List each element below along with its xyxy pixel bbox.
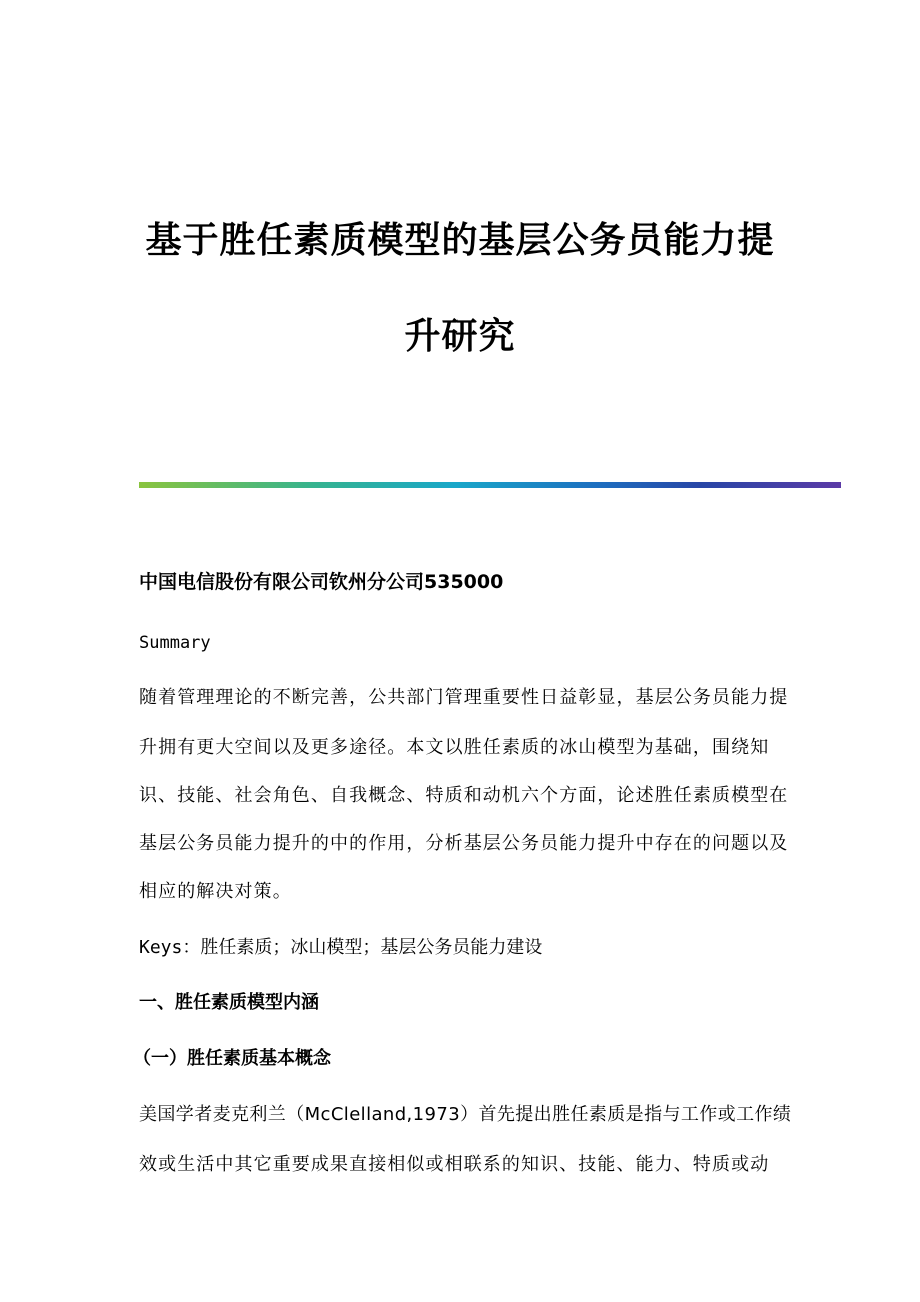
abstract-line: 基层公务员能力提升的中的作用，分析基层公务员能力提升中存在的问题以及 <box>139 833 789 854</box>
body-line: 效或生活中其它重要成果直接相似或相联系的知识、技能、能力、特质或动 <box>139 1154 770 1175</box>
document-title-line-1: 基于胜任素质模型的基层公务员能力提 <box>145 219 775 261</box>
abstract-line: 升拥有更大空间以及更多途径。本文以胜任素质的冰山模型为基础，围绕知 <box>139 737 770 758</box>
document-title-line-2: 升研究 <box>404 315 516 357</box>
gradient-divider <box>139 482 841 488</box>
abstract-line: 相应的解决对策。 <box>139 881 292 902</box>
keywords <box>139 939 542 957</box>
subsection-heading: （一）胜任素质基本概念 <box>133 1048 331 1069</box>
abstract-line: 随着管理理论的不断完善，公共部门管理重要性日益彰显，基层公务员能力提 <box>139 687 789 708</box>
keywords-label: Keys： <box>139 937 201 958</box>
body-line: 美国学者麦克利兰（McClelland,1973）首先提出胜任素质是指与工作或工作绩 <box>139 1104 792 1125</box>
author-affiliation: 中国电信股份有限公司钦州分公司535000 <box>139 571 504 593</box>
summary-label: Summary <box>139 633 211 653</box>
keywords-value: 胜任素质；冰山模型；基层公务员能力建设 <box>200 937 543 958</box>
abstract-line: 识、技能、社会角色、自我概念、特质和动机六个方面，论述胜任素质模型在 <box>139 785 789 806</box>
section-heading: 一、胜任素质模型内涵 <box>139 992 319 1013</box>
